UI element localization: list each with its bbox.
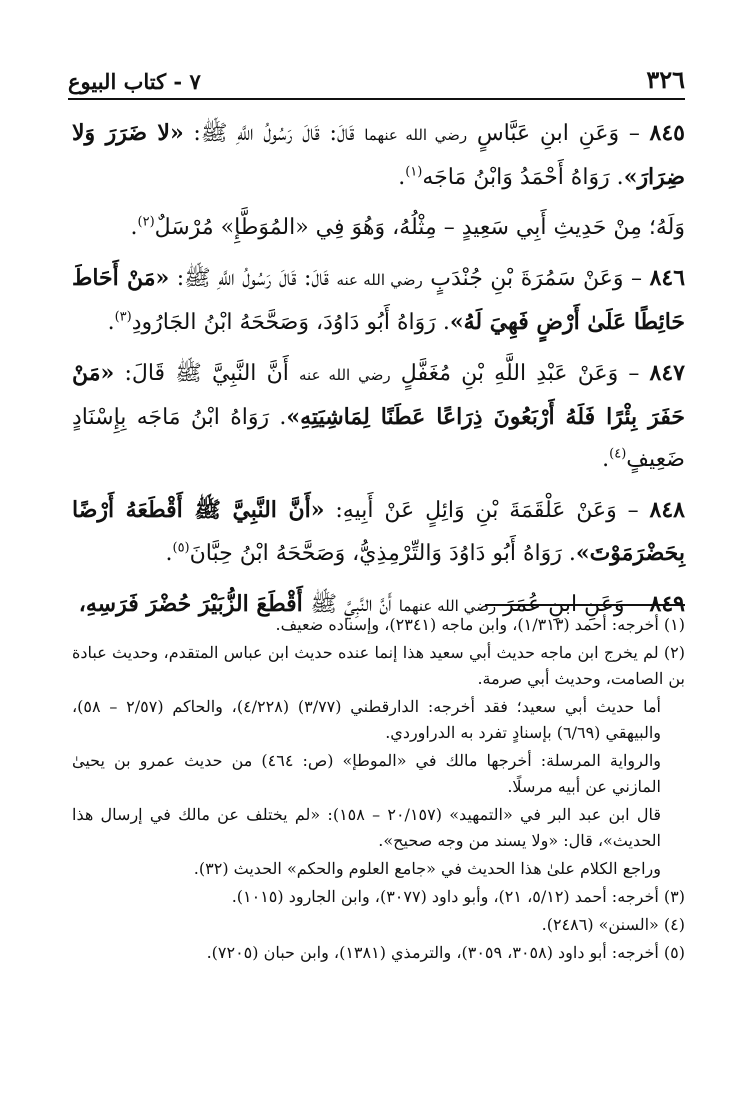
hadith-text: أَنَّ النَّبِيَّ <box>337 592 399 617</box>
period: . <box>398 165 406 190</box>
footnote-2-continuation: والرواية المرسلة: أخرجها مالك في «الموطإ» (ص: ٤٦٤) من حديث عمرو بن يحيىٰ المازني عن أبيه مرسلًا. <box>72 751 661 796</box>
honorific-mark: رضي الله عنهما <box>364 126 468 144</box>
hadith-846 <box>72 257 685 344</box>
hadith-text: : <box>169 266 185 291</box>
footnote-2-continuation: وراجع الكلام علىٰ هذا الحديث في «جامع العلوم والحكم» الحديث (٣٢). <box>193 859 661 878</box>
footnote-4: (٤) «السنن» (٢٤٨٦). <box>541 915 685 934</box>
footnote-5: (٥) أخرجه: أبو داود (٣٠٥٨، ٣٠٥٩)، والترمذي (١٣٨١)، وابن حبان (٧٢٠٥). <box>206 943 685 962</box>
honorific-mark: رضي الله عنهما <box>398 597 497 615</box>
hadith-source: . رَوَاهُ أَبُو دَاوُدَ وَالتِّرْمِذِيُّ، وَصَحَّحَهُ ابْنُ حِبَّانَ <box>189 541 576 566</box>
hadith-845 <box>72 112 685 199</box>
period: . <box>130 215 138 240</box>
period: . <box>165 541 173 566</box>
hadith-number: ٨٤٩ <box>649 591 685 617</box>
hadith-quote: «مَنْ حَفَرَ بِئْرًا فَلَهُ أَرْبَعُونَ ذِرَاعًا عَطَنًا لِمَاشِيَتِهِ» <box>72 360 685 430</box>
hadith-intro: – وَعَنِ ابنِ عَبَّاسٍ <box>467 121 650 146</box>
footnotes <box>72 612 685 968</box>
hadith-text: قَالَ: قَالَ رَسُولُ اللَّهِ <box>210 266 337 291</box>
footnote-ref: (٤) <box>609 446 627 462</box>
hadith-intro: – وَعَنِ ابنِ عُمَرَ <box>496 592 650 617</box>
salawat-mark: ﷺ <box>200 121 228 146</box>
hadith-quote: «أَنَّ النَّبِيَّ ﷺ أَقْطَعَهُ أَرْضًا بِحَضْرَمَوْتَ» <box>72 497 685 566</box>
footnote-3: (٣) أخرجه: أحمد (٥/١٢، ٢١)، وأبو داود (٣٠٧٧)، وابن الجارود (١٠١٥). <box>231 887 685 906</box>
hadith-quote: «مَنْ أَحَاطَ حَائِطًا عَلَىٰ أَرْضٍ فَهِيَ لَهُ» <box>72 265 685 335</box>
footnote-ref: (١) <box>405 164 423 180</box>
salawat-mark: ﷺ <box>184 266 211 291</box>
honorific-mark: رضي الله عنه <box>336 271 423 289</box>
page-number: ٣٢٦ <box>646 65 685 94</box>
hadith-text-bold: أَقْطَعَ الزُّبَيْرَ حُضْرَ فَرَسِهِ، <box>78 591 311 617</box>
hadith-text: قَالَ: قَالَ رَسُولُ اللَّهِ <box>227 121 365 146</box>
footnote-2: (٢) لم يخرج ابن ماجه حديث أبي سعيد هذا إنما عنده حديث ابن عباس المتقدم، وحديث عبادة بن الصامت، وحديث أبي صرمة. <box>72 643 685 688</box>
hadith-text: : <box>183 121 201 146</box>
period: . <box>107 310 115 335</box>
page-header <box>68 58 685 100</box>
hadith-intro: – وَعَنْ عَبْدِ اللَّهِ بْنِ مُغَفَّلٍ <box>390 361 650 386</box>
hadith-number: ٨٤٨ <box>649 497 685 523</box>
hadith-intro: – وَعَنْ سَمُرَةَ بْنِ جُنْدَبٍ <box>422 266 650 291</box>
main-text <box>72 112 685 635</box>
footnote-ref: (٣) <box>114 309 132 325</box>
hadith-845-addendum <box>72 207 685 249</box>
hadith-intro: – وَعَنْ عَلْقَمَةَ بْنِ وَائِلٍ عَنْ أَبِيهِ: <box>324 498 650 523</box>
hadith-quote: «لا ضَرَرَ وَلا ضِرَارَ» <box>72 120 685 190</box>
hadith-848 <box>72 489 685 575</box>
hadith-number: ٨٤٧ <box>649 360 685 386</box>
hadith-847 <box>72 352 685 481</box>
hadith-source: . رَوَاهُ أَبُو دَاوُدَ، وَصَحَّحَهُ ابْنُ الجَارُودِ <box>131 310 450 335</box>
hadith-text: أَنَّ النَّبِيَّ <box>201 361 299 386</box>
footnote-ref: (٢) <box>137 214 155 230</box>
honorific-mark: رضي الله عنه <box>299 366 391 384</box>
hadith-number: ٨٤٥ <box>649 120 685 146</box>
footnote-separator <box>485 604 685 606</box>
hadith-text: قَالَ: <box>114 361 176 386</box>
hadith-source: . رَوَاهُ ابْنُ مَاجَه بِإِسْنَادٍ ضَعِيفٍ <box>72 405 685 472</box>
salawat-mark: ﷺ <box>310 592 338 617</box>
hadith-text: وَلَهُ؛ مِنْ حَدِيثِ أَبِي سَعِيدٍ – مِثْلُهُ، وَهُوَ فِي «المُوَطَّإِ» مُرْسَلٌ <box>154 215 685 240</box>
footnote-2-continuation: أما حديث أبي سعيد؛ فقد أخرجه: الدارقطني (٣/٧٧) (٤/٢٢٨)، والحاكم (٢/٥٧ – ٥٨)، والبيهقي (٦/٦٩) بإسنادٍ تفرد به الدراوردي. <box>72 697 661 742</box>
period: . <box>602 447 610 472</box>
hadith-number: ٨٤٦ <box>649 265 686 291</box>
footnote-ref: (٥) <box>172 540 190 556</box>
hadith-source: . رَوَاهُ أَحْمَدُ وَابْنُ مَاجَه <box>422 165 624 190</box>
footnote-1: (١) أخرجه: أحمد (١/٣١٣)، وابن ماجه (٢٣٤١)، وإسناده ضعيف. <box>275 615 685 634</box>
chapter-title: ٧ - كتاب البيوع <box>68 69 201 94</box>
salawat-mark: ﷺ <box>175 361 202 386</box>
footnote-2-continuation: قال ابن عبد البر في «التمهيد» (٢٠/١٥٧ – ١٥٨): «لم يختلف عن مالك في إرسال هذا الحديث»، قال: «ولا يسند من وجه صحيح». <box>72 805 662 850</box>
